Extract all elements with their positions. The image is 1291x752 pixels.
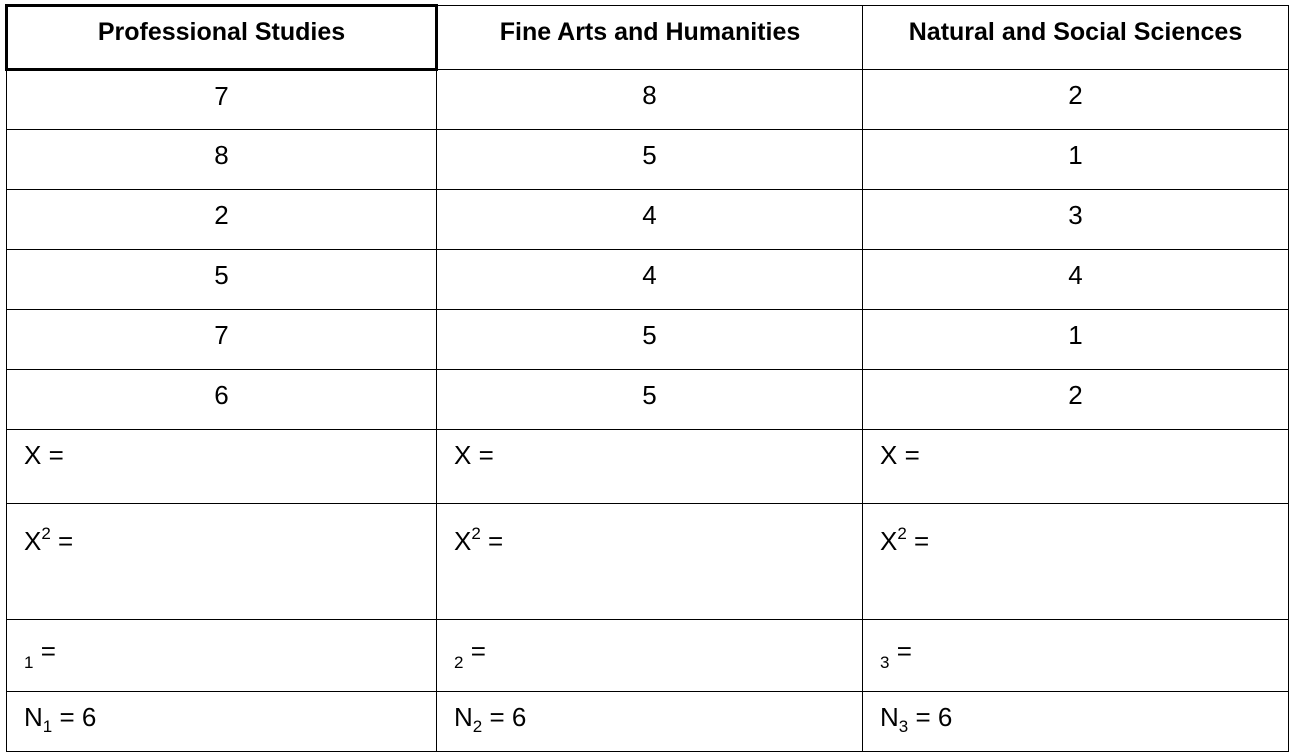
- table-cell: 6: [7, 370, 437, 430]
- sum-of-squares-cell: [7, 504, 437, 620]
- table-row: [7, 250, 1289, 310]
- sample-size-subscript: 1: [42, 717, 53, 736]
- table-cell: 5: [437, 370, 863, 430]
- sum-of-squares-equals: =: [906, 526, 930, 556]
- sum-of-squares-base: X: [880, 526, 898, 556]
- header-natural-social-sciences: Natural and Social Sciences: [863, 6, 1289, 70]
- table-cell: 5: [437, 310, 863, 370]
- sample-size-base: N: [454, 702, 473, 732]
- table-cell: 2: [863, 70, 1289, 130]
- sample-size-subscript: 3: [898, 717, 909, 736]
- sum-of-squares-exponent: 2: [897, 524, 907, 543]
- sum-of-squares-exponent: 2: [471, 524, 481, 543]
- sample-size-cell: [437, 692, 863, 752]
- mean-row: [7, 620, 1289, 692]
- table-row: [7, 370, 1289, 430]
- data-table: [5, 4, 1289, 752]
- mean-cell: [437, 620, 863, 692]
- table-cell: 4: [437, 190, 863, 250]
- sample-size-base: N: [24, 702, 43, 732]
- mean-equals: =: [470, 636, 486, 666]
- mean-cell: [863, 620, 1289, 692]
- header-professional-studies: Professional Studies: [7, 6, 437, 70]
- sample-size-row: [7, 692, 1289, 752]
- sum-cell: X =: [437, 430, 863, 504]
- table-cell: 7: [7, 310, 437, 370]
- sum-of-squares-base: X: [24, 526, 42, 556]
- mean-equals: =: [896, 636, 912, 666]
- sum-of-squares-cell: [437, 504, 863, 620]
- sample-size-cell: [7, 692, 437, 752]
- table-row: [7, 310, 1289, 370]
- sum-of-squares-cell: [863, 504, 1289, 620]
- table-cell: 3: [863, 190, 1289, 250]
- table-cell: 8: [437, 70, 863, 130]
- table-row: [7, 190, 1289, 250]
- sum-row: [7, 430, 1289, 504]
- table-cell: 2: [863, 370, 1289, 430]
- table-cell: 4: [863, 250, 1289, 310]
- table-row: [7, 130, 1289, 190]
- mean-cell: [7, 620, 437, 692]
- sample-size-value: = 6: [915, 702, 953, 732]
- sum-of-squares-equals: =: [50, 526, 74, 556]
- table-row: [7, 70, 1289, 130]
- table-cell: 4: [437, 250, 863, 310]
- sample-size-cell: [863, 692, 1289, 752]
- table-cell: 5: [7, 250, 437, 310]
- header-fine-arts-humanities: Fine Arts and Humanities: [437, 6, 863, 70]
- sample-size-base: N: [880, 702, 899, 732]
- table-cell: 7: [7, 70, 437, 130]
- sum-cell: X =: [7, 430, 437, 504]
- sample-size-subscript: 2: [472, 717, 483, 736]
- table-cell: 1: [863, 130, 1289, 190]
- sample-size-value: = 6: [59, 702, 97, 732]
- table-cell: 8: [7, 130, 437, 190]
- sum-of-squares-exponent: 2: [41, 524, 51, 543]
- mean-subscript: 2: [454, 653, 464, 672]
- sum-of-squares-base: X: [454, 526, 472, 556]
- sample-size-value: = 6: [489, 702, 527, 732]
- table-cell: 1: [863, 310, 1289, 370]
- sum-of-squares-equals: =: [480, 526, 504, 556]
- header-row: [7, 6, 1289, 70]
- table-cell: 2: [7, 190, 437, 250]
- mean-subscript: 3: [880, 653, 890, 672]
- mean-equals: =: [40, 636, 56, 666]
- mean-subscript: 1: [24, 653, 34, 672]
- table-cell: 5: [437, 130, 863, 190]
- sum-cell: X =: [863, 430, 1289, 504]
- sum-of-squares-row: [7, 504, 1289, 620]
